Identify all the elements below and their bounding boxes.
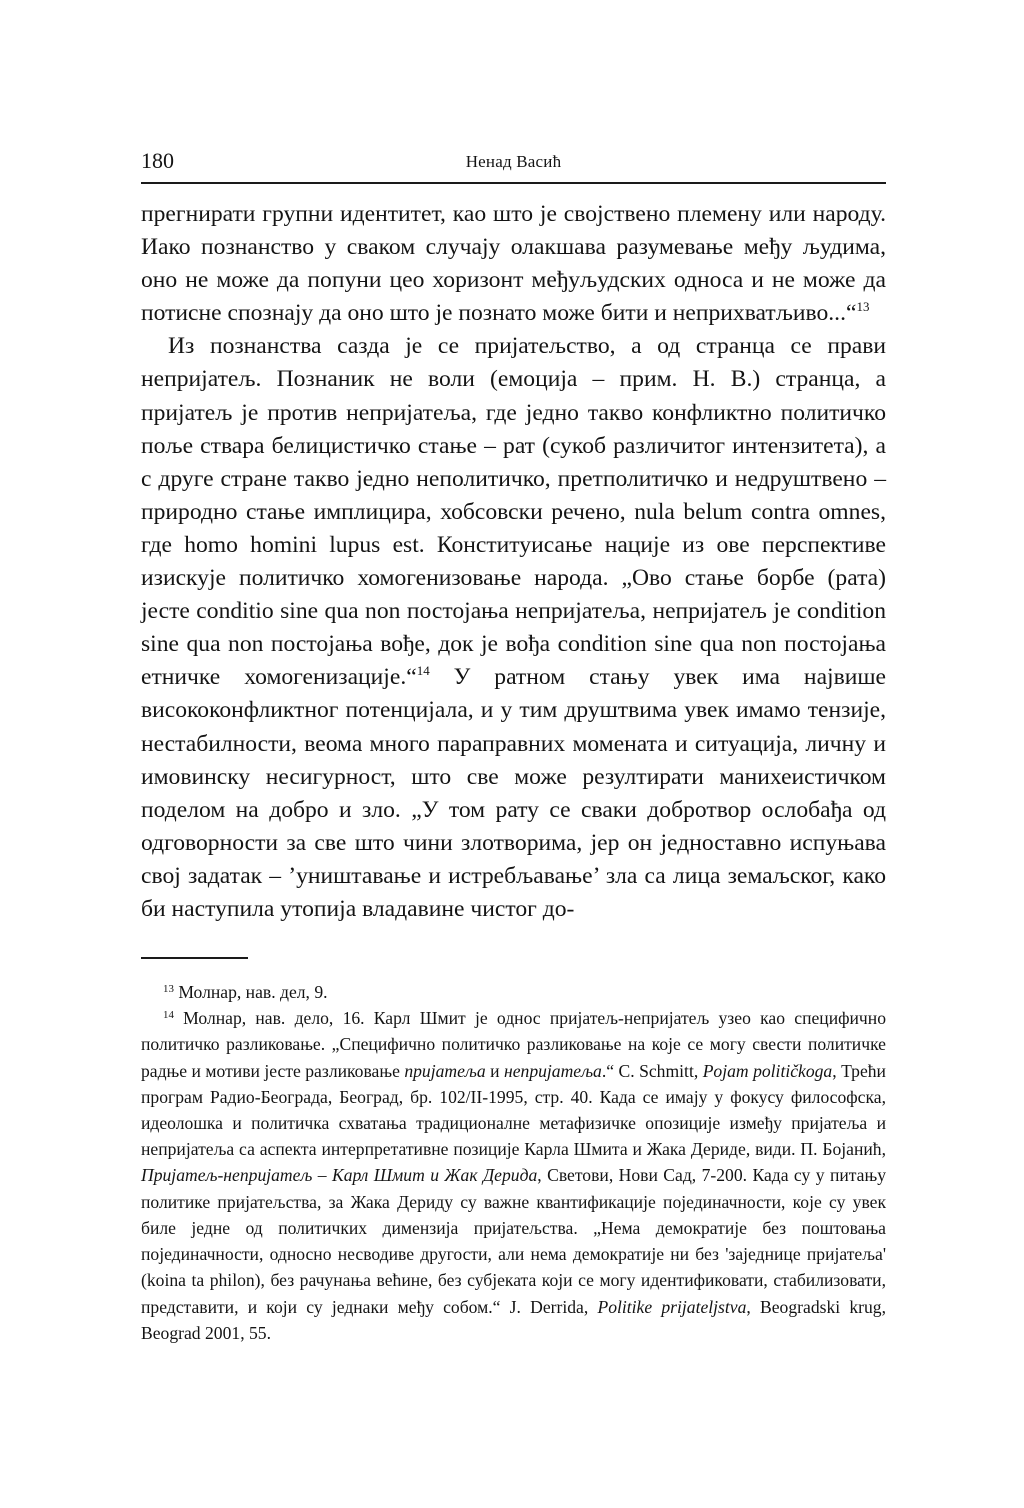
footnote-reference: 14 [416, 663, 430, 679]
book-page [141, 146, 886, 1346]
footnote-italic: Pojam političkoga [702, 1060, 833, 1081]
paragraph [141, 198, 886, 330]
footnote [141, 1005, 886, 1346]
running-head-author: Ненад Васић [465, 152, 562, 171]
footnote-text: и [485, 1060, 504, 1081]
main-text [141, 198, 886, 926]
paragraph-text: Из познанства сазда је се пријатељство, а од странца се прави непријатељ. Познаник не воли (емоција – прим. Н. В.) странца, а пријатељ је против непријатеља, где једно такво конфликтно политичко поље ствара белицистичко стање – рат (сукоб различитог интензитета), а с друге стране такво једно неполитичко, претполитичко и недруштвено – природно стање имплицира, хобсовски речено, nula belum contra omnes, где homo homini lupus est. Конституисање нације из ове перспективе изискује политичко хомогенизовање народа. „Ово стање борбе (рата) јесте conditio sine qua non постојања непријатеља, непријатељ је condition sine qua non постојања вође, док је вођа condition sine qua non постојања етничке хомогенизације.“ [141, 333, 886, 691]
footnote-text: .“ C. Schmitt, [601, 1060, 703, 1081]
footnote-reference: 13 [856, 299, 870, 315]
footnote-text: , Светови, Нови Сад, 7-200. Када су у питању политике пријатељства, за Жака Дериду су важне квантификације појединачности, које су увек биле једне од политичких димензија пријатељства. „Нема демократије без поштовања појединачности, односно несводиве другости, али нема демократије ни без 'заједнице пријатеља' (koina ta philon), без рачунања већине, без субјеката који се могу идентификовати, стабилизовати, представити, и који су једнаки међу собом.“ J. Derrida, [141, 1165, 887, 1317]
footnote-text: , Beogradski krug, Beograd 2001, 55. [141, 1296, 886, 1343]
paragraph-text: У ратном стању увек има највише висококонфликтног потенцијала, и у тим друштвима увек имамо тензије, нестабилности, веома много параправних момената и ситуација, личну и имовинску несигурност, што све може резултирати манихеистичком поделом на добро и зло. „У том рату се сваки добротвор ослобађа од одговорности за све што чини злотворима, јер он једноставно испуњава свој задатак – ’уништавање и истребљавање’ зла са лица земаљског, како би наступила утопија владавине чистог до- [141, 664, 886, 922]
footnote-text: Молнар, нав. дело, 16. Карл Шмит је однос пријатељ-непријатељ узео као специфично политичко разликовање. „Специфично политичко разликовање на које се могу свести политичке радње и мотиви јесте разликовање [141, 1008, 886, 1081]
footnote-text: Молнар, нав. дел, 9. [178, 982, 328, 1003]
footnote [141, 979, 886, 1005]
footnote-italic: пријатеља [404, 1060, 486, 1081]
footnote-divider [141, 957, 248, 959]
page-number: 180 [141, 148, 174, 173]
footnote-number: 13 [163, 983, 174, 996]
footnote-italic: Politike prijateljstva [597, 1296, 747, 1317]
running-head [141, 146, 886, 184]
paragraph-text: прегнирати групни идентитет, као што је својствено племену или народу. Иако познанство у сваком случају олакшава разумевање међу људима, оно не може да попуни цео хоризонт међуљудских односа и не може да потисне спознају да оно што је познато може бити и неприхватљиво...“ [141, 201, 886, 327]
footnotes [141, 979, 886, 1346]
footnote-number: 14 [163, 1009, 174, 1022]
footnote-italic: непријатеља [503, 1060, 602, 1081]
footnote-italic: Пријатељ-непријатељ – Карл Шмит и Жак Дерида [141, 1165, 538, 1186]
paragraph [141, 330, 886, 926]
footnote-text: , Трећи програм Радио-Београда, Београд, бр. 102/II-1995, стр. 40. Када се имају у фокусу философска, идеолошка и политичка схватања традиционалне метафизичке опозиције између пријатеља и непријатеља са аспекта интерпретативне позиције Карла Шмита и Жака Дериде, види. П. Бојанић, [141, 1060, 886, 1160]
